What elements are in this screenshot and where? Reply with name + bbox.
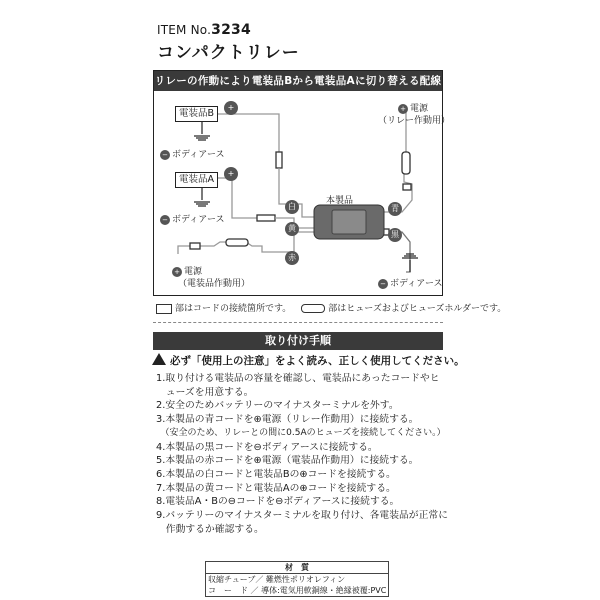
body-earth-b-label: − ボディアース xyxy=(160,147,225,160)
fuse-holder-blue xyxy=(402,152,410,174)
plus-icon: + xyxy=(172,267,182,277)
connection-point-blue xyxy=(403,184,411,190)
connection-point-b xyxy=(276,152,282,168)
power-device-sub: （電装品作動用） xyxy=(178,279,251,289)
fuse-legend-icon xyxy=(301,304,325,313)
step-line: 2.安全のためバッテリーのマイナスターミナルを外す。 xyxy=(156,400,399,412)
install-header: 取り付け手順 xyxy=(153,332,443,350)
step-line: ューズを用意する。 xyxy=(156,386,254,398)
product-title: コンパクトリレー xyxy=(157,43,300,63)
item-number xyxy=(157,22,251,38)
plus-icon: + xyxy=(224,167,238,181)
body-earth-a-label: − ボディアース xyxy=(160,212,225,225)
material-header: 材 質 xyxy=(206,562,388,574)
power-relay-sub: （リレー作動用） xyxy=(378,116,451,126)
minus-icon: − xyxy=(160,215,170,225)
item-number-prefix: ITEM No. xyxy=(157,23,212,37)
wire-blue-tag: 青 xyxy=(388,202,402,216)
minus-icon: − xyxy=(378,279,388,289)
power-device-label: + 電源 xyxy=(172,264,202,277)
step-line: 9.バッテリーのマイナスターミナルを取り付け、各電装品が正常に xyxy=(156,510,448,522)
plus-icon: + xyxy=(398,104,408,114)
wire-black-tag: 黒 xyxy=(388,228,402,242)
material-tube: 収縮チューブ／ 難燃性ポリオレフィン xyxy=(208,575,346,584)
plus-icon: + xyxy=(224,101,238,115)
warning-text: 必ず「使用上の注意」をよく読み、正しく使用してください。 xyxy=(170,355,465,367)
material-table xyxy=(205,561,389,597)
material-cord: コ ー ド ／ 導体:電気用軟銅線・絶縁被覆:PVC xyxy=(208,586,387,595)
body-earth-main-label: − ボディアース xyxy=(378,276,443,289)
wire-yellow-tag: 黄 xyxy=(285,222,299,236)
device-a-box: 電装品A xyxy=(175,172,218,188)
product-label: 本製品 xyxy=(326,196,354,206)
step-line: 1.取り付ける電装品の容量を確認し、電装品にあったコードやヒ xyxy=(156,373,440,384)
connection-legend-icon xyxy=(156,304,172,314)
step-line: 6.本製品の白コードと電装品Bの⊕コードを接続する。 xyxy=(156,468,396,480)
step-line: 3.本製品の青コードを⊕電源（リレー作動用）に接続する。 xyxy=(156,414,419,426)
warning-icon xyxy=(152,353,166,365)
legend-fuse-text: 部はヒューズおよびヒューズホルダーです。 xyxy=(328,304,507,314)
minus-icon: − xyxy=(160,150,170,160)
power-relay-label: + 電源 xyxy=(398,101,428,114)
connection-point-a xyxy=(257,215,275,221)
install-steps xyxy=(156,372,448,536)
item-number-value: 3234 xyxy=(211,22,251,38)
relay-center xyxy=(332,210,366,234)
diagram-legend xyxy=(156,301,506,314)
step-line: 5.本製品の赤コードを⊕電源（電装品作動用）に接続する。 xyxy=(156,455,419,467)
step-line: 8.電装品A・Bの⊖コードを⊖ボディアースに接続する。 xyxy=(156,496,400,508)
wiring-diagram-header: リレーの作動により電装品Bから電装品Aに切り替える配線例 xyxy=(154,71,442,91)
section-divider xyxy=(153,322,443,323)
step-line: （安全のため、リレーとの間に0.5Aのヒューズを接続してください。） xyxy=(156,427,446,438)
legend-connection-text: 部はコードの接続箇所です。 xyxy=(175,304,292,314)
wire-red-tag: 赤 xyxy=(285,251,299,265)
step-line: 4.本製品の黒コードを⊖ボディアースに接続する。 xyxy=(156,441,378,453)
wire-white-tag: 白 xyxy=(285,200,299,214)
step-line: 7.本製品の黄コードと電装品Aの⊕コードを接続する。 xyxy=(156,482,396,494)
warning-note xyxy=(152,353,465,368)
connection-point-red xyxy=(190,243,200,249)
fuse-holder-red xyxy=(226,239,248,246)
step-line: 作動するか確認する。 xyxy=(156,523,264,535)
device-b-box: 電装品B xyxy=(175,106,218,122)
